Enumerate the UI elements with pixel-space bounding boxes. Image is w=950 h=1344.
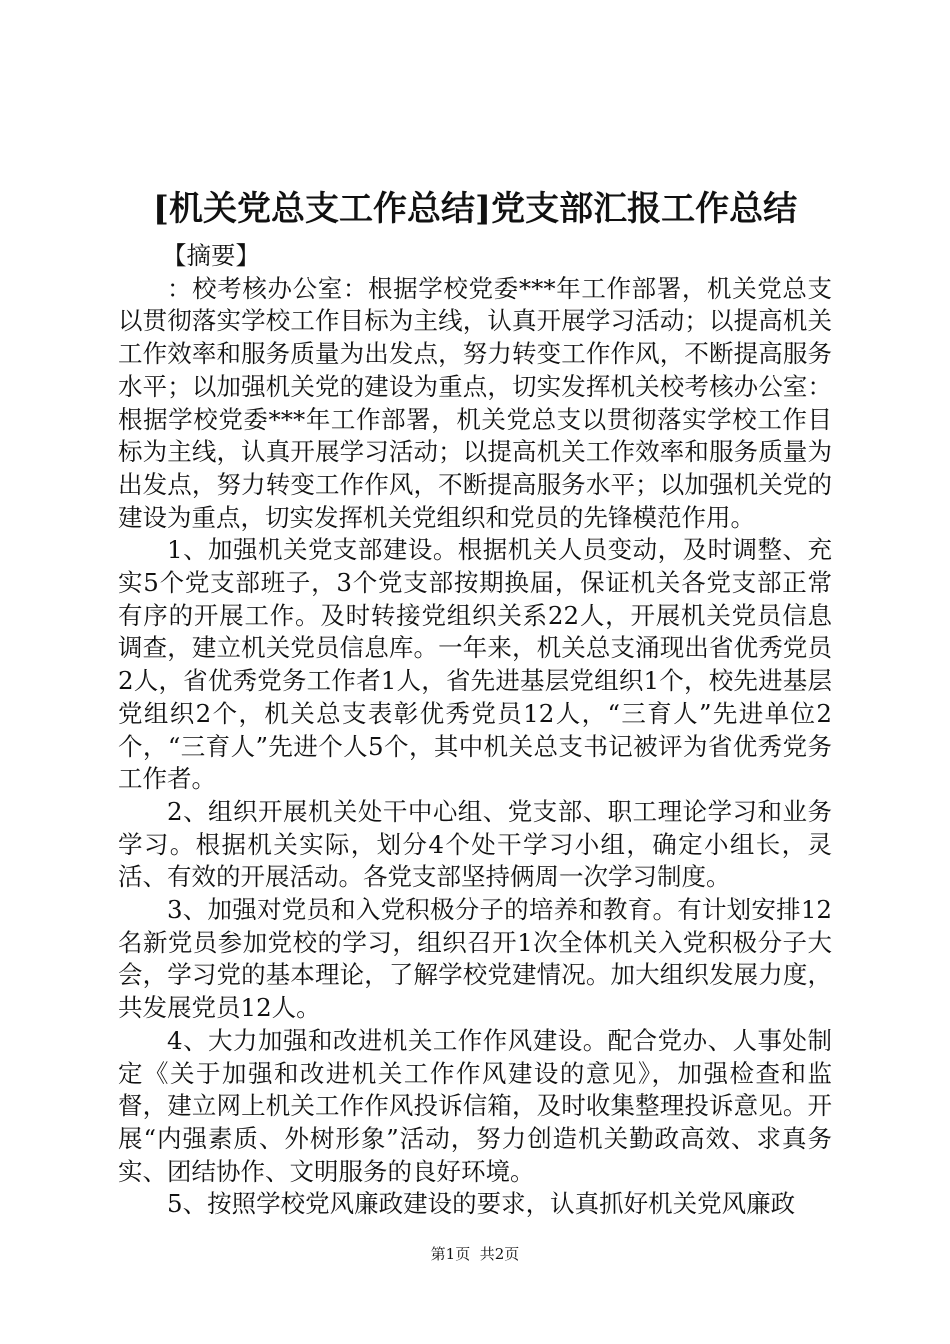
- document-body: [118, 240, 832, 1221]
- document-title: [机关党总支工作总结]党支部汇报工作总结: [152, 189, 798, 229]
- paragraph-5: 5、按照学校党风廉政建设的要求，认真抓好机关党风廉政: [167, 1189, 796, 1219]
- paragraph-1: 1、加强机关党支部建设。根据机关人员变动，及时调整、充实5个党支部班子，3个党支部按期换届，保证机关各党支部正常有序的开展工作。及时转接党组织关系22人，开展机关党员信息调查，建立机关党员信息库。一年来，机关总支涌现出省优秀党员2人，省优秀党务工作者1人，省先进基层党组织1个，校先进基层党组织2个，机关总支表彰优秀党员12人，“三育人”先进单位2个，“三育人”先进个人5个，其中机关总支书记被评为省优秀党务工作者。: [118, 535, 832, 794]
- paragraph-abstract: ：校考核办公室：根据学校党委***年工作部署，机关党总支以贯彻落实学校工作目标为主线，认真开展学习活动；以提高机关工作效率和服务质量为出发点，努力转变工作作风，不断提高服务水平；以加强机关党的建设为重点，切实发挥机关校考核办公室：根据学校党委***年工作部署，机关党总支以贯彻落实学校工作目标为主线，认真开展学习活动；以提高机关工作效率和服务质量为出发点，努力转变工作作风，不断提高服务水平；以加强机关党的建设为重点，切实发挥机关党组织和党员的先锋模范作用。: [118, 273, 832, 532]
- paragraph-4: 4、大力加强和改进机关工作作风建设。配合党办、人事处制定《关于加强和改进机关工作作风建设的意见》，加强检查和监督，建立网上机关工作作风投诉信箱，及时收集整理投诉意见。开展“内强素质、外树形象”活动，努力创造机关勤政高效、求真务实、团结协作、文明服务的良好环境。: [118, 1025, 832, 1186]
- page-number-total: 共2页: [479, 1245, 520, 1263]
- page-number-current: 第1页: [430, 1245, 471, 1263]
- paragraph-3: 3、加强对党员和入党积极分子的培养和教育。有计划安排12名新党员参加党校的学习，组织召开1次全体机关入党积极分子大会，学习党的基本理论，了解学校党建情况。加大组织发展力度，共发展党员12人。: [118, 895, 832, 1023]
- abstract-label: 【摘要】: [162, 241, 260, 270]
- page-footer: [0, 1244, 950, 1264]
- paragraph-2: 2、组织开展机关处干中心组、党支部、职工理论学习和业务学习。根据机关实际，划分4个处干学习小组，确定小组长，灵活、有效的开展活动。各党支部坚持俩周一次学习制度。: [118, 796, 832, 892]
